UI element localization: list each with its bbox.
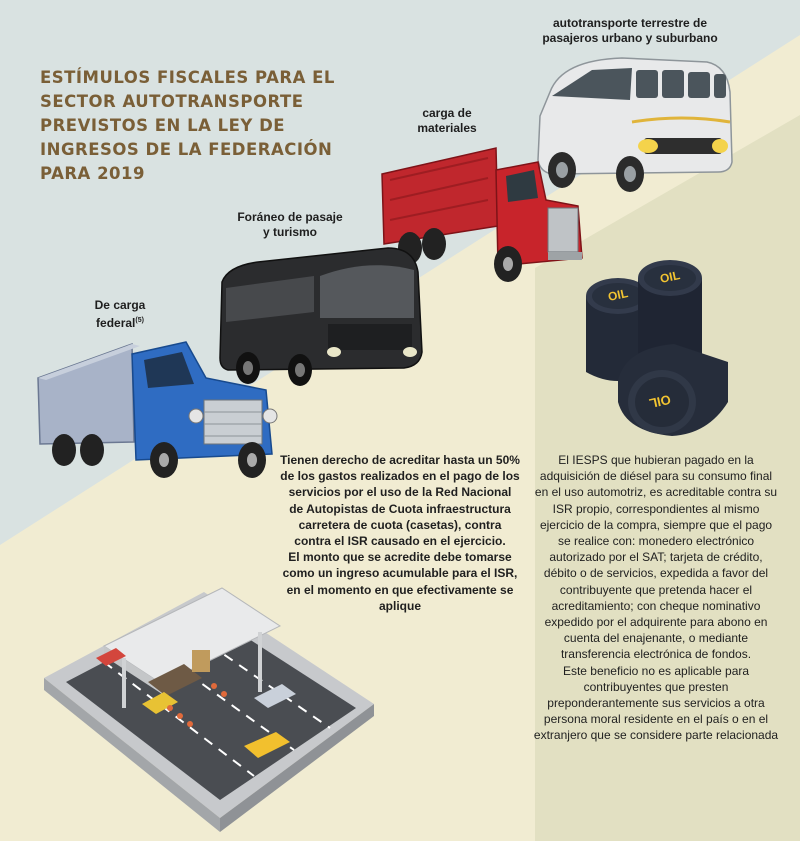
- title-line-1: ESTÍMULOS FISCALES PARA EL: [40, 68, 335, 87]
- title-line-3: PREVISTOS EN LA LEY DE: [40, 116, 286, 135]
- label-urbano: [525, 16, 735, 46]
- toll-credit-para1: Tienen derecho de acreditar hasta un 50% de los gastos realizados en el pago de los servicios por el uso de la Red Nacional de Autopistas de Cuota infraestructura carretera de cuota (casetas), contra contra el ISR causado en el ejercicio.: [280, 453, 520, 549]
- label-foraneo: [225, 210, 355, 240]
- diesel-credit-para2: Este beneficio no es aplicable para contribuyentes que presten preponderantemente sus servicios a otra persona moral residente en el país o en el extranjero que se considere parte relacionada: [533, 663, 779, 743]
- label-federal: [70, 298, 170, 331]
- label-urbano-line2: pasajeros urbano y suburbano: [542, 31, 718, 45]
- label-materiales-line2: materiales: [417, 121, 477, 135]
- diesel-credit-para1: El IESPS que hubieran pagado en la adquisición de diésel para su consumo final en el uso automotriz, es acreditable contra su ISR propio, correspondientes al mismo ejercicio de la compra, siempre que el pago se realice con: monedero electrónico autorizado por el SAT; tarjeta de crédito, débito o de servicios, expedida a favor del contribuyente que pretenda hacer el acreditamiento; con cheque nominativo expedido por el adquirente para abono en cuenta del enajenante, o mediante transferencia electrónica de fondos.: [534, 453, 778, 662]
- title-line-4: INGRESOS DE LA FEDERACIÓN: [40, 140, 333, 159]
- label-federal-line1: De carga: [94, 298, 146, 312]
- diesel-credit-text: [532, 452, 780, 744]
- label-foraneo-line2: y turismo: [262, 225, 317, 239]
- toll-credit-para2: El monto que se acredite debe tomarse como un ingreso acumulable para el ISR, en el momento en que efectivamente se aplique: [282, 550, 518, 613]
- label-federal-note: (5): [135, 317, 144, 324]
- label-urbano-line1: autotransporte terrestre de: [552, 16, 708, 30]
- cargo-truck-icon: [36, 332, 280, 480]
- toll-plaza-icon: [44, 586, 374, 832]
- page-title: [40, 66, 370, 186]
- label-materiales-line1: carga de: [422, 106, 472, 120]
- toll-credit-text: [280, 452, 520, 614]
- barrel-label-a: OIL: [606, 286, 630, 304]
- title-line-2: SECTOR AUTOTRANSPORTE: [40, 92, 304, 111]
- label-materiales: [392, 106, 502, 136]
- label-federal-line2: federal: [96, 316, 136, 330]
- label-foraneo-line1: Foráneo de pasaje: [237, 210, 343, 224]
- title-line-5: PARA 2019: [40, 164, 145, 183]
- barrel-label-b: OIL: [658, 268, 682, 286]
- barrel-label-c: OIL: [647, 391, 673, 412]
